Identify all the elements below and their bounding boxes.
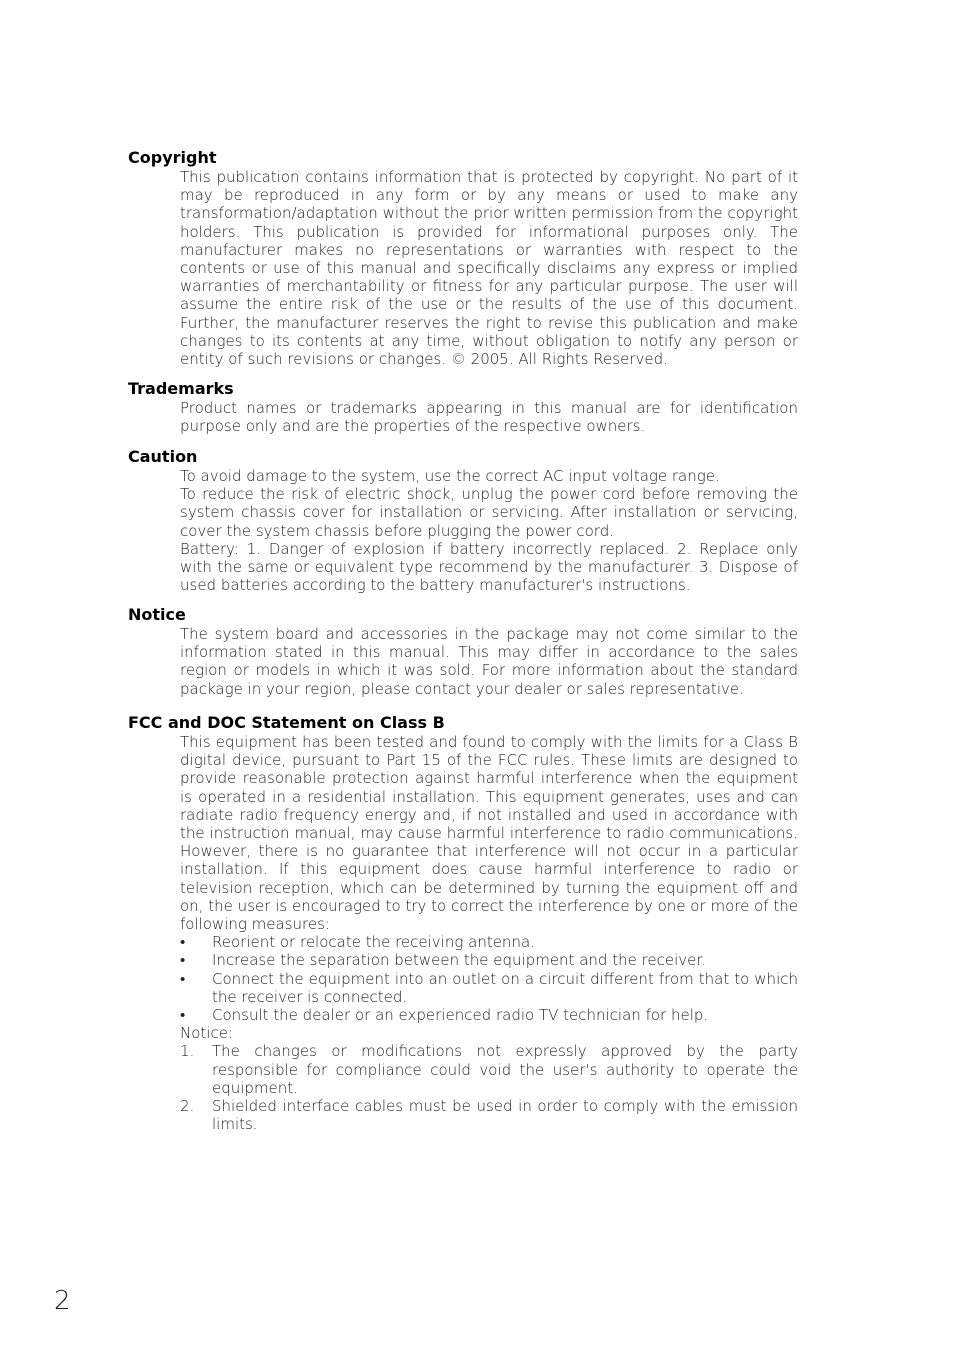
fcc-notice-label: Notice: <box>180 1024 233 1043</box>
list-item <box>180 951 798 969</box>
bullet-marker: • <box>180 969 186 988</box>
notice-item-text: The changes or modifications not expressly approved by the party responsible for compliance could void the user's authority to operate the equipment. <box>212 1042 798 1097</box>
trademarks-text: Product names or trademarks appearing in this manual are for identification purpose only and are the properties of the respective owners. <box>180 399 798 436</box>
trademarks-section <box>128 379 798 435</box>
trademarks-heading: Trademarks <box>128 379 234 398</box>
fcc-section <box>128 713 798 1133</box>
copyright-section <box>128 148 798 368</box>
page-number: 2 <box>54 1286 71 1316</box>
item-number: 1. <box>180 1042 195 1061</box>
list-item <box>180 1042 798 1097</box>
measure-text: Reorient or relocate the receiving antenna. <box>212 933 535 952</box>
caution-paragraph: Battery: 1. Danger of explosion if battery incorrectly replaced. 2. Replace only with the same or equivalent type recommend by the manufacturer. 3. Dispose of used batteries according to the battery manufacturer's instructions. <box>180 539 798 595</box>
measure-text: Consult the dealer or an experienced radio TV technician for help. <box>212 1006 709 1025</box>
list-item <box>180 970 798 1006</box>
notice-section <box>128 605 798 698</box>
copyright-body <box>180 168 798 368</box>
list-item <box>180 1006 798 1024</box>
caution-body <box>180 467 798 594</box>
bullet-marker: • <box>180 933 186 952</box>
fcc-measures-list <box>180 933 798 1024</box>
notice-body <box>180 625 798 698</box>
item-number: 2. <box>180 1097 195 1116</box>
fcc-text: This equipment has been tested and found to comply with the limits for a Class B digital device, pursuant to Part 15 of the FCC rules. These limits are designed to provide reasonable protection against harmful interference when the equipment is operated in a residential installation. This equipment generates, uses and can radiate radio frequency energy and, if not installed and used in accordance with the instruction manual, may cause harmful interference to radio communications. However, there is no guarantee that interference will not occur in a particular installation. If this equipment does cause harmful interference to radio or television reception, which can be determined by turning the equipment off and on, the user is encouraged to try to correct the interference by one or more of the following measures: <box>180 733 798 934</box>
list-item <box>180 1097 798 1133</box>
notice-text: The system board and accessories in the package may not come similar to the information stated in this manual. This may differ in accordance to the sales region or models in which it was sold. For more information about the standard package in your region, please contact your dealer or sales representative. <box>180 625 798 698</box>
copyright-heading: Copyright <box>128 148 217 167</box>
caution-heading: Caution <box>128 447 198 466</box>
fcc-body <box>180 733 798 1133</box>
fcc-heading: FCC and DOC Statement on Class B <box>128 713 445 732</box>
trademarks-body <box>180 399 798 435</box>
bullet-marker: • <box>180 951 186 970</box>
fcc-notice-list <box>180 1042 798 1133</box>
caution-paragraph: To reduce the risk of electric shock, unplug the power cord before removing the system chassis cover for installation or servicing. After installation or servicing, cover the system chassis before plugging the power cord. <box>180 485 798 540</box>
measure-text: Increase the separation between the equipment and the receiver. <box>212 951 706 970</box>
notice-heading: Notice <box>128 605 186 624</box>
bullet-marker: • <box>180 1006 186 1025</box>
list-item <box>180 933 798 951</box>
copyright-text: This publication contains information that is protected by copyright. No part of it may be reproduced in any form or by any means or used to make any transformation/adaptation without the prior written permission from the copyright holders. This publication is provided for informational purposes only. The manufacturer makes no representations or warranties with respect to the contents or use of this manual and specifically disclaims any express or implied warranties of merchantability or fitness for any particular purpose. The user will assume the entire risk of the use or the results of the use of this document. Further, the manufacturer reserves the right to revise this publication and make changes to its contents at any time, without obligation to notify any person or entity of such revisions or changes. © 2005. All Rights Reserved. <box>180 168 798 369</box>
notice-item-text: Shielded interface cables must be used in order to comply with the emission limits. <box>212 1097 798 1134</box>
measure-text: Connect the equipment into an outlet on a circuit different from that to which the receiver is connected. <box>212 969 798 1006</box>
caution-section <box>128 447 798 594</box>
caution-paragraph: To avoid damage to the system, use the correct AC input voltage range. <box>180 467 720 485</box>
